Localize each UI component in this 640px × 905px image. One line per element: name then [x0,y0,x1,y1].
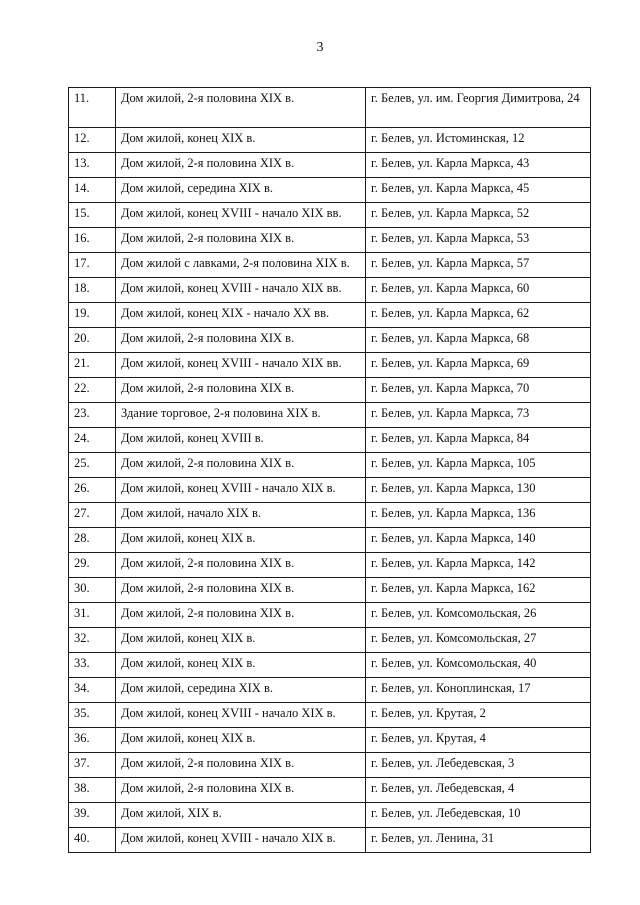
table-row [69,453,591,478]
row-number-cell: 37. [69,753,116,778]
address-cell: г. Белев, ул. Карла Маркса, 53 [366,228,591,253]
row-number-cell: 35. [69,703,116,728]
table-row [69,778,591,803]
address-cell: г. Белев, ул. Крутая, 4 [366,728,591,753]
address-cell: г. Белев, ул. Крутая, 2 [366,703,591,728]
row-number-cell: 17. [69,253,116,278]
object-name-cell: Здание торговое, 2-я половина XIX в. [116,403,366,428]
table-row [69,653,591,678]
address-cell: г. Белев, ул. Лебедевская, 4 [366,778,591,803]
table-row [69,803,591,828]
table-row [69,403,591,428]
table-row [69,628,591,653]
address-cell: г. Белев, ул. Лебедевская, 10 [366,803,591,828]
address-cell: г. Белев, ул. Карла Маркса, 140 [366,528,591,553]
object-name-cell: Дом жилой, 2-я половина XIX в. [116,578,366,603]
address-cell: г. Белев, ул. Карла Маркса, 136 [366,503,591,528]
row-number-cell: 39. [69,803,116,828]
address-cell: г. Белев, ул. Карла Маркса, 105 [366,453,591,478]
row-number-cell: 12. [69,128,116,153]
address-cell: г. Белев, ул. Карла Маркса, 69 [366,353,591,378]
address-cell: г. Белев, ул. Коноплинская, 17 [366,678,591,703]
table-row [69,703,591,728]
table-row [69,678,591,703]
object-name-cell: Дом жилой, конец XVIII - начало XIX вв. [116,278,366,303]
row-number-cell: 40. [69,828,116,853]
row-number-cell: 34. [69,678,116,703]
table-row [69,753,591,778]
address-cell: г. Белев, ул. Истоминская, 12 [366,128,591,153]
address-cell: г. Белев, ул. Комсомольская, 27 [366,628,591,653]
address-cell: г. Белев, ул. Комсомольская, 26 [366,603,591,628]
object-name-cell: Дом жилой, конец XVIII - начало XIX в. [116,703,366,728]
table-row [69,328,591,353]
row-number-cell: 30. [69,578,116,603]
row-number-cell: 15. [69,203,116,228]
row-number-cell: 11. [69,88,116,128]
page-number: 3 [316,40,324,55]
object-name-cell: Дом жилой, XIX в. [116,803,366,828]
table-row [69,553,591,578]
object-name-cell: Дом жилой, 2-я половина XIX в. [116,228,366,253]
object-name-cell: Дом жилой с лавками, 2-я половина XIX в. [116,253,366,278]
object-name-cell: Дом жилой, 2-я половина XIX в. [116,603,366,628]
row-number-cell: 19. [69,303,116,328]
address-cell: г. Белев, ул. Ленина, 31 [366,828,591,853]
address-cell: г. Белев, ул. Карла Маркса, 43 [366,153,591,178]
object-name-cell: Дом жилой, конец XVIII - начало XIX в. [116,478,366,503]
table-row [69,153,591,178]
table-row [69,603,591,628]
row-number-cell: 24. [69,428,116,453]
row-number-cell: 29. [69,553,116,578]
object-name-cell: Дом жилой, конец XIX в. [116,528,366,553]
row-number-cell: 36. [69,728,116,753]
address-cell: г. Белев, ул. Карла Маркса, 62 [366,303,591,328]
table-row [69,203,591,228]
table-row [69,303,591,328]
row-number-cell: 28. [69,528,116,553]
address-cell: г. Белев, ул. Лебедевская, 3 [366,753,591,778]
address-cell: г. Белев, ул. Карла Маркса, 57 [366,253,591,278]
table-row [69,378,591,403]
table-row [69,353,591,378]
object-name-cell: Дом жилой, начало XIX в. [116,503,366,528]
object-name-cell: Дом жилой, 2-я половина XIX в. [116,753,366,778]
heritage-objects-table [68,87,591,853]
table-row [69,528,591,553]
object-name-cell: Дом жилой, конец XVIII - начало XIX вв. [116,353,366,378]
row-number-cell: 26. [69,478,116,503]
table-row [69,478,591,503]
address-cell: г. Белев, ул. Карла Маркса, 162 [366,578,591,603]
address-cell: г. Белев, ул. Карла Маркса, 52 [366,203,591,228]
object-name-cell: Дом жилой, конец XIX в. [116,628,366,653]
table-row [69,128,591,153]
address-cell: г. Белев, ул. Карла Маркса, 142 [366,553,591,578]
object-name-cell: Дом жилой, конец XIX в. [116,128,366,153]
table-row [69,578,591,603]
address-cell: г. Белев, ул. Карла Маркса, 45 [366,178,591,203]
object-name-cell: Дом жилой, конец XIX - начало XX вв. [116,303,366,328]
address-cell: г. Белев, ул. Карла Маркса, 70 [366,378,591,403]
row-number-cell: 38. [69,778,116,803]
table-row [69,178,591,203]
object-name-cell: Дом жилой, конец XVIII в. [116,428,366,453]
address-cell: г. Белев, ул. Карла Маркса, 84 [366,428,591,453]
table-row [69,278,591,303]
object-name-cell: Дом жилой, 2-я половина XIX в. [116,88,366,128]
table-row [69,253,591,278]
row-number-cell: 32. [69,628,116,653]
object-name-cell: Дом жилой, конец XIX в. [116,653,366,678]
object-name-cell: Дом жилой, 2-я половина XIX в. [116,378,366,403]
object-name-cell: Дом жилой, середина XIX в. [116,678,366,703]
table-row [69,503,591,528]
address-cell: г. Белев, ул. Карла Маркса, 73 [366,403,591,428]
table-row [69,428,591,453]
object-name-cell: Дом жилой, 2-я половина XIX в. [116,328,366,353]
row-number-cell: 33. [69,653,116,678]
address-cell: г. Белев, ул. им. Георгия Димитрова, 24 [366,88,591,128]
object-name-cell: Дом жилой, конец XIX в. [116,728,366,753]
address-cell: г. Белев, ул. Комсомольская, 40 [366,653,591,678]
object-name-cell: Дом жилой, середина XIX в. [116,178,366,203]
row-number-cell: 16. [69,228,116,253]
row-number-cell: 21. [69,353,116,378]
table-row [69,728,591,753]
object-name-cell: Дом жилой, 2-я половина XIX в. [116,778,366,803]
row-number-cell: 20. [69,328,116,353]
row-number-cell: 14. [69,178,116,203]
row-number-cell: 31. [69,603,116,628]
row-number-cell: 25. [69,453,116,478]
object-name-cell: Дом жилой, конец XVIII - начало XIX вв. [116,203,366,228]
object-name-cell: Дом жилой, конец XVIII - начало XIX в. [116,828,366,853]
row-number-cell: 13. [69,153,116,178]
table-row [69,228,591,253]
row-number-cell: 18. [69,278,116,303]
object-name-cell: Дом жилой, 2-я половина XIX в. [116,453,366,478]
row-number-cell: 23. [69,403,116,428]
table-body [69,88,591,853]
row-number-cell: 27. [69,503,116,528]
table-row [69,828,591,853]
address-cell: г. Белев, ул. Карла Маркса, 60 [366,278,591,303]
table-row [69,88,591,128]
object-name-cell: Дом жилой, 2-я половина XIX в. [116,153,366,178]
object-name-cell: Дом жилой, 2-я половина XIX в. [116,553,366,578]
row-number-cell: 22. [69,378,116,403]
address-cell: г. Белев, ул. Карла Маркса, 130 [366,478,591,503]
address-cell: г. Белев, ул. Карла Маркса, 68 [366,328,591,353]
